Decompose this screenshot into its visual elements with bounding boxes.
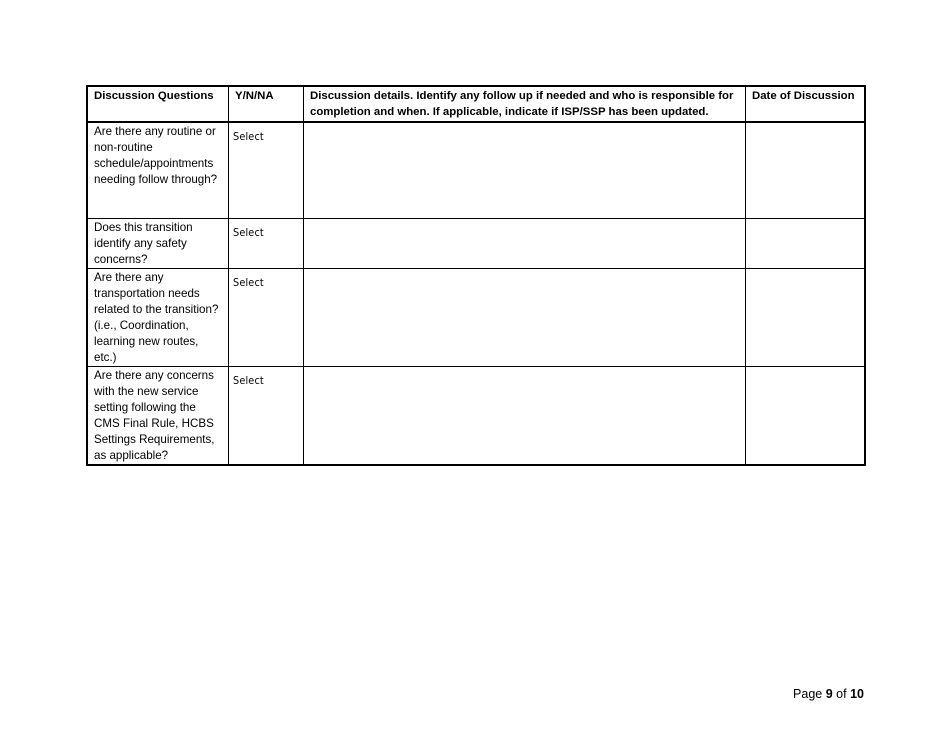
page-label: Page xyxy=(793,687,823,701)
table-row xyxy=(88,122,865,219)
question-cell: Does this transition identify any safety concerns? xyxy=(88,219,229,269)
table-row xyxy=(88,269,865,367)
details-cell[interactable] xyxy=(304,122,746,219)
page-number-footer xyxy=(793,687,864,701)
ynna-cell xyxy=(229,122,304,219)
ynna-select-dropdown[interactable]: Select xyxy=(233,375,264,387)
question-cell: Are there any concerns with the new service setting following the CMS Final Rule, HCBS Settings Requirements, as applicable? xyxy=(88,367,229,465)
ynna-cell xyxy=(229,269,304,367)
date-cell[interactable] xyxy=(746,367,865,465)
date-cell[interactable] xyxy=(746,269,865,367)
details-cell[interactable] xyxy=(304,367,746,465)
header-y-n-na: Y/N/NA xyxy=(229,87,304,122)
current-page-number: 9 xyxy=(825,687,833,701)
question-cell: Are there any routine or non-routine schedule/appointments needing follow through? xyxy=(88,122,229,219)
of-label: of xyxy=(836,687,847,701)
table-header-row xyxy=(88,87,865,122)
date-cell[interactable] xyxy=(746,219,865,269)
details-cell[interactable] xyxy=(304,269,746,367)
details-cell[interactable] xyxy=(304,219,746,269)
ynna-select-dropdown[interactable]: Select xyxy=(233,227,264,239)
ynna-select-dropdown[interactable]: Select xyxy=(233,130,264,143)
date-cell[interactable] xyxy=(746,122,865,219)
table-row xyxy=(88,219,865,269)
discussion-table xyxy=(87,86,865,465)
header-discussion-details: Discussion details. Identify any follow up if needed and who is responsible for completion and when. If applicable, indicate if ISP/SSP has been updated. xyxy=(304,87,746,122)
question-cell: Are there any transportation needs related to the transition? (i.e., Coordination, learning new routes, etc.) xyxy=(88,269,229,367)
table-row xyxy=(88,367,865,465)
header-discussion-questions: Discussion Questions xyxy=(88,87,229,122)
ynna-cell xyxy=(229,219,304,269)
ynna-select-dropdown[interactable]: Select xyxy=(233,277,264,289)
total-pages-number: 10 xyxy=(850,687,864,701)
ynna-cell xyxy=(229,367,304,465)
header-date-of-discussion: Date of Discussion xyxy=(746,87,865,122)
